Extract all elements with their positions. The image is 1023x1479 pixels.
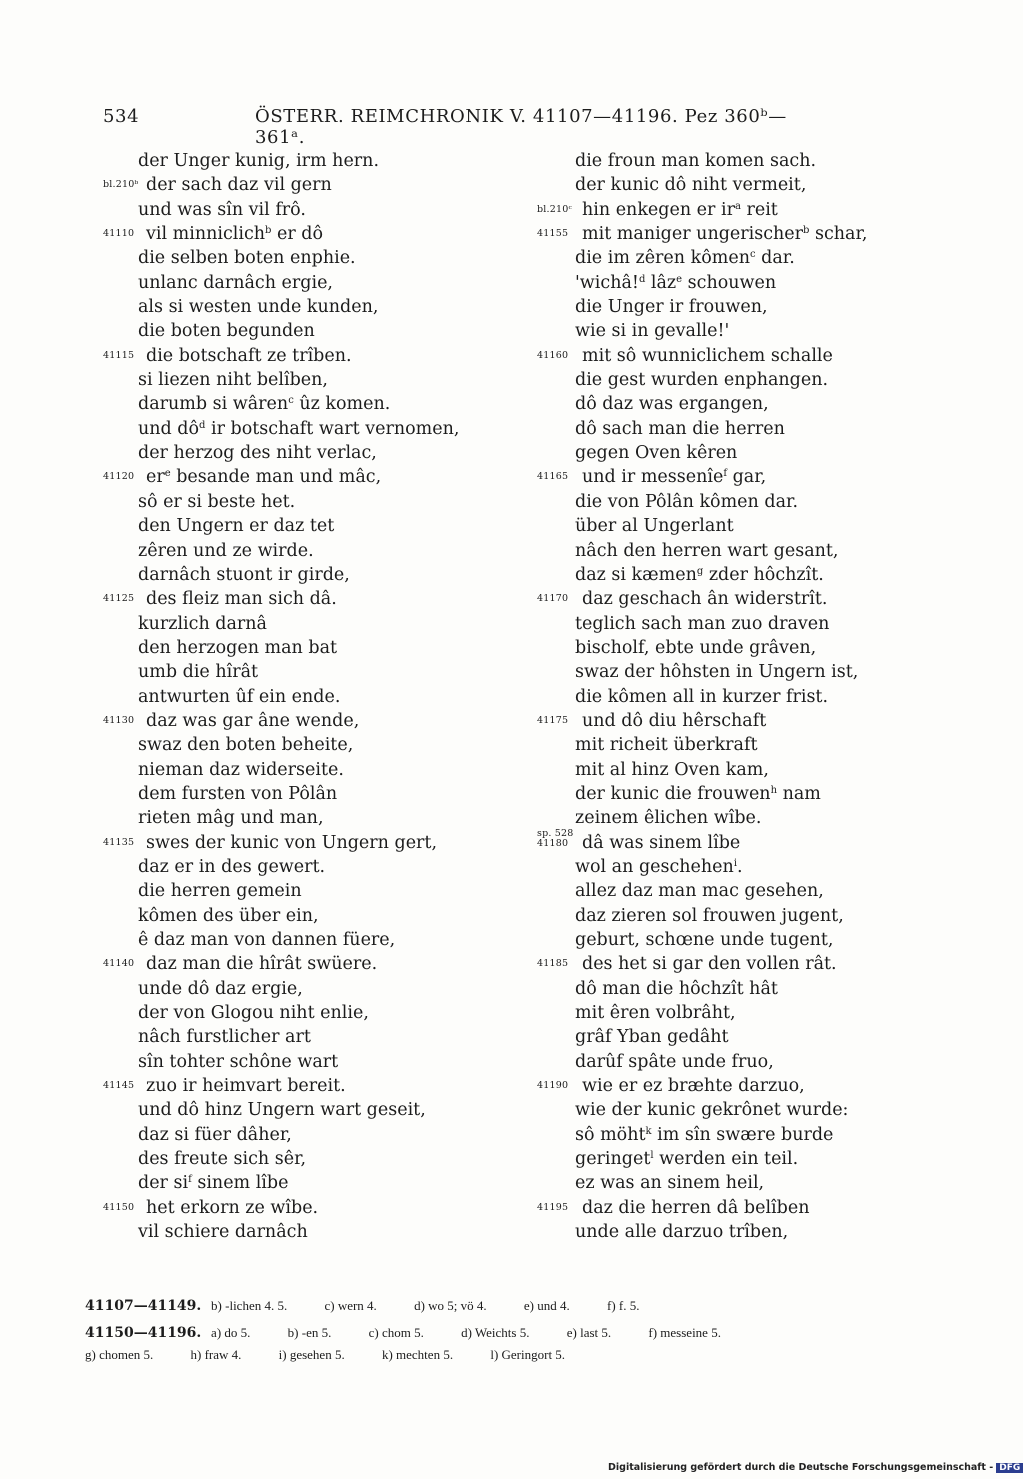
digitization-credit <box>608 1462 1023 1473</box>
verse-text: kurzlich darnâ <box>138 613 267 634</box>
verse-text: geringet$^l$ werden ein teil. <box>575 1149 799 1170</box>
verse-text: die boten begunden <box>138 321 315 342</box>
verse-line <box>103 246 523 270</box>
verse-text: des fleiz man sich dâ. <box>146 589 337 610</box>
verse-text: die Unger ir frouwen, <box>575 297 768 318</box>
footnote: h) fraw 4. <box>190 1347 242 1362</box>
verse-line <box>103 368 523 392</box>
verse-text: unde alle darzuo trîben, <box>575 1222 789 1243</box>
line-number: bl.210ᶜ <box>537 203 572 215</box>
verse-line <box>537 149 957 173</box>
verse-text: über al Ungerlant <box>575 516 734 537</box>
verse-line <box>537 806 957 830</box>
verse-line <box>537 685 957 709</box>
verse-text: zuo ir heimvart bereit. <box>146 1076 346 1097</box>
footnote: l) Geringort 5. <box>490 1347 566 1362</box>
footnote: c) wern 4. <box>324 1298 377 1313</box>
verse-line <box>537 855 957 879</box>
verse-line <box>103 587 523 611</box>
verse-text: die botschaft ze trîben. <box>146 345 352 366</box>
verse-text: wie der kunic gekrônet wurde: <box>575 1100 849 1121</box>
verse-line <box>103 319 523 343</box>
verse-text: unde dô daz ergie, <box>138 978 303 999</box>
verse-text: die froun man komen sach. <box>575 151 817 171</box>
verse-text: mit sô wunniclichem schalle <box>582 345 833 366</box>
verse-line <box>103 222 523 246</box>
right-column <box>537 149 957 1244</box>
verse-line <box>537 1001 957 1025</box>
line-number: 41125 <box>103 593 135 605</box>
verse-text: nâch den herren wart gesant, <box>575 540 839 561</box>
verse-text: der Unger kunig, irm hern. <box>138 151 380 171</box>
verse-text: der $si^f$ sinem lîbe <box>138 1173 289 1194</box>
verse-text: des freute sich sêr, <box>138 1149 307 1170</box>
footnote: k) mechten 5. <box>381 1347 454 1362</box>
verse-line <box>537 660 957 684</box>
verse-line <box>103 660 523 684</box>
verse-line <box>537 612 957 636</box>
verse-line <box>537 1220 957 1244</box>
verse-line <box>103 198 523 222</box>
verse-line <box>103 344 523 368</box>
line-number: 41185 <box>537 958 569 970</box>
verse-line <box>103 1074 523 1098</box>
verse-text: dô man die hôchzît hât <box>575 978 778 999</box>
line-number: 41165 <box>537 471 569 483</box>
verse-line <box>537 490 957 514</box>
credit-text: Digitalisierung gefördert durch die Deutsche Forschungsgemeinschaft - <box>608 1462 994 1473</box>
verse-line <box>103 295 523 319</box>
line-number: 41135 <box>103 836 135 848</box>
line-number: 41115 <box>103 349 135 361</box>
verse-line <box>537 1123 957 1147</box>
verse-line <box>537 758 957 782</box>
verse-line <box>537 465 957 489</box>
verse-line <box>103 879 523 903</box>
verse-line <box>103 1196 523 1220</box>
line-number: 41120 <box>103 471 135 483</box>
verse-line <box>103 490 523 514</box>
line-number: 41170 <box>537 593 569 605</box>
verse-line <box>103 636 523 660</box>
verse-line <box>103 1171 523 1195</box>
verse-text: grâf Yban gedâht <box>575 1027 729 1048</box>
verse-line <box>103 928 523 952</box>
verse-line <box>537 1147 957 1171</box>
verse-text: swaz der hôhsten in Ungern ist, <box>575 662 859 683</box>
verse-line <box>537 733 957 757</box>
verse-line <box>537 295 957 319</box>
verse-line <box>537 198 957 222</box>
verse-text: rieten mâg und man, <box>138 808 324 829</box>
verse-line <box>103 733 523 757</box>
verse-text: nâch furstlicher art <box>138 1027 311 1048</box>
line-number: 41195 <box>537 1201 569 1213</box>
verse-text: wie er ez bræhte darzuo, <box>582 1076 805 1097</box>
footnotes-row-3 <box>85 1347 965 1363</box>
verse-line <box>103 1123 523 1147</box>
verse-text: daz si kæmen$^g$ zder hôchzît. <box>575 564 824 585</box>
verse-line <box>537 514 957 538</box>
footnote: d) Weichts 5. <box>461 1325 530 1340</box>
footnote-range: 41150—41196. <box>85 1325 202 1341</box>
verse-line <box>103 1001 523 1025</box>
verse-line <box>537 879 957 903</box>
verse-line <box>537 1074 957 1098</box>
dfg-logo: DFG <box>996 1463 1023 1473</box>
verse-text: dâ was sinem lîbe <box>582 832 741 853</box>
verse-text: geburt, schœne unde tugent, <box>575 930 834 950</box>
footnotes-row-2 <box>85 1325 965 1341</box>
verse-text: swes der kunic von Ungern gert, <box>146 832 438 853</box>
verse-text: und dô hinz Ungern wart geseit, <box>138 1100 426 1121</box>
verse-line <box>103 831 523 855</box>
verse-text: vil schiere darnâch <box>138 1222 308 1243</box>
verse-line <box>103 685 523 709</box>
page-number: 534 <box>103 106 140 127</box>
verse-text: darûf spâte unde fruo, <box>575 1051 774 1072</box>
footnote: e) last 5. <box>566 1325 612 1340</box>
verse-text: mit al hinz Oven kam, <box>575 759 769 780</box>
verse-line <box>537 952 957 976</box>
verse-line <box>103 1220 523 1244</box>
verse-text: bischolf, ebte unde grâven, <box>575 637 817 658</box>
verse-line <box>103 855 523 879</box>
verse-text: darumb si wâren$^c$ ûz komen. <box>138 394 391 415</box>
verse-text: unlanc darnâch ergie, <box>138 272 333 293</box>
footnote-range: 41107—41149. <box>85 1298 202 1314</box>
verse-text: den herzogen man bat <box>138 637 338 658</box>
page-header <box>103 106 813 148</box>
verse-line <box>537 246 957 270</box>
verse-text: daz zieren sol frouwen jugent, <box>575 905 844 926</box>
verse-text: daz die herren dâ belîben <box>582 1197 810 1218</box>
verse-line <box>537 904 957 928</box>
verse-text: daz er in des gewert. <box>138 856 326 877</box>
verse-text: der herzog des niht verlac, <box>138 443 377 464</box>
verse-line <box>537 709 957 733</box>
verse-line <box>103 904 523 928</box>
footnote: d) wo 5; vö 4. <box>414 1298 487 1313</box>
verse-text: die von Pôlân kômen dar. <box>575 491 799 512</box>
verse-line <box>537 173 957 197</box>
verse-text: die kômen all in kurzer frist. <box>575 686 829 707</box>
verse-line <box>537 319 957 343</box>
verse-line <box>103 563 523 587</box>
verse-line <box>103 271 523 295</box>
verse-line <box>537 827 957 855</box>
footnote: f) messeine 5. <box>648 1325 721 1340</box>
footnote: a) do 5. <box>211 1325 251 1340</box>
verse-line <box>103 417 523 441</box>
verse-text: ê daz man von dannen füere, <box>138 930 396 950</box>
verse-text: ez was an sinem heil, <box>575 1173 765 1194</box>
verse-text: umb die hîrât <box>138 662 259 683</box>
verse-line <box>537 1171 957 1195</box>
verse-line <box>103 149 523 173</box>
verse-text: mit êren volbrâht, <box>575 1003 736 1024</box>
verse-text: $er^e$ besande man und mâc, <box>146 467 382 488</box>
verse-text: antwurten ûf ein ende. <box>138 686 341 707</box>
line-number: bl.210ᵇ <box>103 179 139 191</box>
line-number: 41130 <box>103 714 135 726</box>
line-number: 41150 <box>103 1201 135 1213</box>
verse-text: dô sach man die herren <box>575 418 785 439</box>
footnote: g) chomen 5. <box>85 1347 154 1362</box>
running-title: ÖSTERR. REIMCHRONIK V. 41107—41196. Pez 360ᵇ—361ᵃ. <box>255 106 787 148</box>
verse-text: und was sîn vil frô. <box>138 199 306 220</box>
verse-text: 'wichâ!$^d$ lâz$^e$ schouwen <box>575 272 777 293</box>
verse-line <box>537 563 957 587</box>
footnote: i) gesehen 5. <box>278 1347 345 1362</box>
verse-text: und $dô^d$ ir botschaft wart vernomen, <box>138 418 460 439</box>
verse-text: gegen Oven kêren <box>575 443 738 464</box>
verse-text: daz man die hîrât swüere. <box>146 954 378 975</box>
footnote: c) chom 5. <box>368 1325 424 1340</box>
verse-text: der kunic dô niht vermeit, <box>575 175 807 196</box>
verse-text: und dô diu hêrschaft <box>582 710 767 731</box>
verse-text: kômen des über ein, <box>138 905 319 926</box>
footnote: e) und 4. <box>523 1298 570 1313</box>
verse-text: sîn tohter schône wart <box>138 1051 339 1072</box>
verse-text: mit richeit überkraft <box>575 735 758 756</box>
verse-line <box>537 782 957 806</box>
verse-text: des het si gar den vollen rât. <box>582 954 837 975</box>
verse-line <box>537 977 957 1001</box>
verse-text: der von Glogou niht enlie, <box>138 1003 369 1024</box>
verse-line <box>537 1050 957 1074</box>
verse-line <box>537 1196 957 1220</box>
footnote: b) -lichen 4. 5. <box>211 1298 288 1313</box>
line-number: sp. 528 41180 <box>537 827 574 849</box>
verse-text: wol an geschehen$^i$. <box>575 856 743 877</box>
verse-line <box>537 368 957 392</box>
verse-line <box>103 806 523 830</box>
verse-text: teglich sach man zuo draven <box>575 613 830 634</box>
line-number: 41140 <box>103 958 135 970</box>
verse-text: und ir messenîe$^f$ gar, <box>582 467 767 488</box>
verse-text: het erkorn ze wîbe. <box>146 1197 319 1218</box>
footnote: b) -en 5. <box>287 1325 332 1340</box>
verse-line <box>103 173 523 197</box>
verse-text: vil minniclich$^b$ er dô <box>146 224 324 245</box>
verse-line <box>537 222 957 246</box>
verse-text: zeinem êlichen wîbe. <box>575 808 762 829</box>
verse-text: hin enkegen er $ir^a$ reit <box>582 199 778 220</box>
line-number: 41190 <box>537 1080 569 1092</box>
verse-text: der sach daz vil gern <box>146 175 332 196</box>
verse-text: daz geschach ân widerstrît. <box>582 589 828 610</box>
verse-line <box>103 758 523 782</box>
verse-line <box>537 392 957 416</box>
verse-line <box>103 539 523 563</box>
verse-text: als si westen unde kunden, <box>138 297 379 318</box>
verse-text: dô daz was ergangen, <box>575 394 769 415</box>
verse-line <box>537 636 957 660</box>
verse-line <box>103 441 523 465</box>
line-number: 41110 <box>103 228 135 240</box>
verse-text: dem fursten von Pôlân <box>138 783 338 804</box>
footnotes-row-1 <box>85 1298 965 1314</box>
line-number: 41145 <box>103 1080 135 1092</box>
verse-text: swaz den boten beheite, <box>138 735 354 756</box>
verse-text: si liezen niht belîben, <box>138 370 328 391</box>
verse-text: die selben boten enphie. <box>138 248 356 269</box>
verse-text: sô er si beste het. <box>138 491 296 512</box>
verse-text: zêren und ze wirde. <box>138 540 314 561</box>
footnote: f) f. 5. <box>607 1298 640 1313</box>
verse-line <box>537 1025 957 1049</box>
verse-text: daz si füer dâher, <box>138 1124 292 1145</box>
verse-line <box>537 539 957 563</box>
verse-line <box>103 1025 523 1049</box>
verse-line <box>103 1050 523 1074</box>
verse-text: allez daz man mac gesehen, <box>575 881 824 902</box>
verse-line <box>537 417 957 441</box>
verse-line <box>103 1147 523 1171</box>
line-number: 41175 <box>537 714 569 726</box>
line-number: 41160 <box>537 349 569 361</box>
verse-line <box>103 392 523 416</box>
verse-line <box>103 612 523 636</box>
verse-line <box>103 952 523 976</box>
verse-line <box>537 271 957 295</box>
verse-text: die herren gemein <box>138 881 302 902</box>
verse-line <box>103 1098 523 1122</box>
verse-text: die gest wurden enphangen. <box>575 370 829 391</box>
verse-text: mit maniger ungerischer$^b$ schar, <box>582 224 868 245</box>
verse-text: nieman daz widerseite. <box>138 759 344 780</box>
verse-line <box>537 1098 957 1122</box>
verse-text: die im zêren kômen$^c$ dar. <box>575 248 795 269</box>
verse-text: daz was gar âne wende, <box>146 710 360 731</box>
verse-text: wie si in gevalle!' <box>575 321 730 342</box>
verse-line <box>537 344 957 368</box>
verse-text: sô möht$^k$ im sîn swære burde <box>575 1124 834 1145</box>
verse-line <box>537 441 957 465</box>
verse-line <box>103 465 523 489</box>
verse-line <box>103 977 523 1001</box>
verse-line <box>537 587 957 611</box>
verse-line <box>103 514 523 538</box>
line-number: 41155 <box>537 228 569 240</box>
verse-line <box>103 782 523 806</box>
verse-line <box>103 709 523 733</box>
verse-text: den Ungern er daz tet <box>138 516 335 537</box>
left-column <box>103 149 523 1244</box>
verse-text: der kunic die frouwen$^h$ nam <box>575 783 821 804</box>
verse-line <box>537 928 957 952</box>
verse-text: darnâch stuont ir girde, <box>138 564 350 585</box>
